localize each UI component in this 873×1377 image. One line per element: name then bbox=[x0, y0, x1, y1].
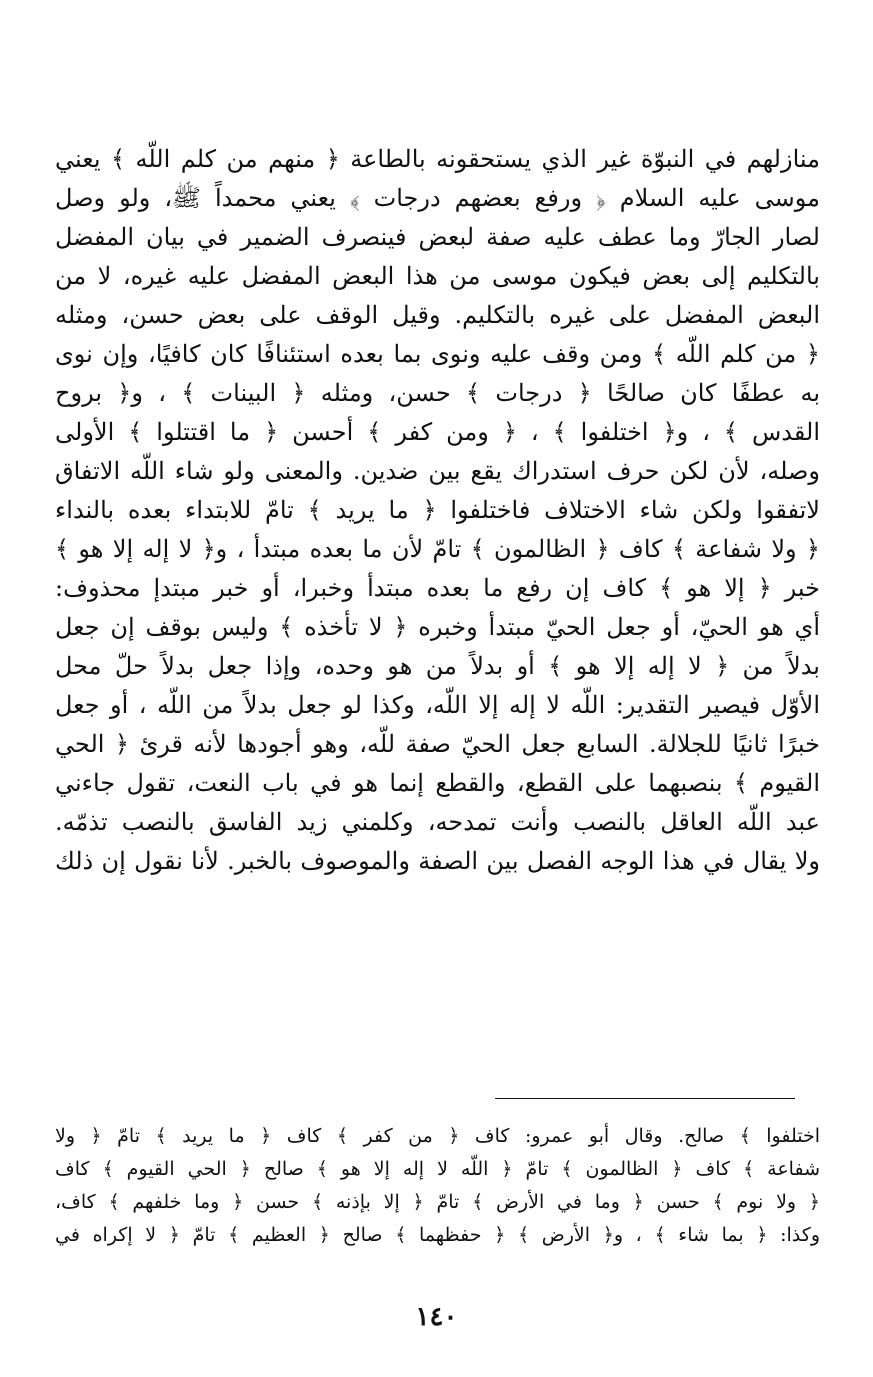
footnote-separator bbox=[495, 1098, 795, 1099]
text-line: القدس ﴾ ، و﴿ اختلفوا ﴾ ، ﴿ ومن كفر ﴾ أحسن ﴿ ما اقتتلوا ﴾ الأولى bbox=[55, 418, 820, 446]
text-line: وصله، لأن لكن حرف استدراك يقع بين ضدين. والمعنى ولو شاء اللّه الاتفاق bbox=[55, 457, 820, 485]
footnote-line: شفاعة ﴾ كاف ﴿ الظالمون ﴾ تامّ ﴿ اللّه لا إله إلا هو ﴾ صالح ﴿ الحي القيوم ﴾ كاف bbox=[55, 1158, 820, 1180]
text-line: خبرًا ثانيًا للجلالة. السابع جعل الحيّ صفة للّه، وهو أجودها لأنه قرئ ﴿ الحي bbox=[55, 730, 820, 758]
text-line: منازلهم في النبوّة غير الذي يستحقونه بالطاعة ﴿ منهم من كلم اللّه ﴾ يعني bbox=[55, 145, 820, 173]
footnote-line: ﴿ ولا نوم ﴾ حسن ﴿ وما في الأرض ﴾ تامّ ﴿ إلا بإذنه ﴾ حسن ﴿ وما خلفهم ﴾ كاف، bbox=[55, 1191, 820, 1213]
text-line: ﴿ ولا شفاعة ﴾ كاف ﴿ الظالمون ﴾ تامّ لأن ما بعده مبتدأ ، و﴿ لا إله إلا هو ﴾ bbox=[55, 535, 820, 563]
text-line: ﴿ من كلم اللّه ﴾ ومن وقف عليه ونوى بما بعده استئنافًا كان كافيًا، وإن نوى bbox=[55, 340, 820, 368]
text-line: الأوّل فيصير التقدير: اللّه لا إله إلا اللّه، وكذا لو جعل بدلاً من اللّه ، أو جعل bbox=[55, 691, 820, 719]
text-line: به عطفًا كان صالحًا ﴿ درجات ﴾ حسن، ومثله ﴿ البينات ﴾ ، و﴿ بروح bbox=[55, 379, 820, 407]
text-line: لصار الجارّ وما عطف عليه صفة لبعض فينصرف الضمير في بيان المفضل bbox=[55, 223, 820, 251]
text-line: موسى عليه السلام ﴿ ورفع بعضهم درجات ﴾ يعني محمداً ﷺ، ولو وصل bbox=[55, 184, 820, 212]
page-number: ١٤٠ bbox=[415, 1302, 458, 1332]
text-line: خبر ﴿ إلا هو ﴾ كاف إن رفع ما بعده مبتدأ وخبرا، أو خبر مبتدإ محذوف: bbox=[55, 574, 820, 602]
footnote-line: اختلفوا ﴾ صالح. وقال أبو عمرو: كاف ﴿ من كفر ﴾ كاف ﴿ ما يريد ﴾ تامّ ﴿ ولا bbox=[55, 1125, 820, 1147]
main-text-block bbox=[55, 140, 820, 881]
text-line: أي هو الحيّ، أو جعل الحيّ مبتدأ وخبره ﴿ لا تأخذه ﴾ وليس بوقف إن جعل bbox=[55, 613, 820, 641]
text-line: عبد اللّه العاقل بالنصب وأنت تمدحه، وكلمني زيد الفاسق بالنصب تذمّه. bbox=[55, 808, 820, 836]
text-line: بدلاً من ﴿ لا إله إلا هو ﴾ أو بدلاً من هو وحده، وإذا جعل بدلاً حلّ محل bbox=[55, 652, 820, 680]
footnote-block bbox=[55, 1120, 820, 1252]
footnote-line: وكذا: ﴿ بما شاء ﴾ ، و﴿ الأرض ﴾ ﴿ حفظهما ﴾ صالح ﴿ العظيم ﴾ تامّ ﴿ لا إكراه في bbox=[55, 1224, 820, 1246]
text-line: ولا يقال في هذا الوجه الفصل بين الصفة والموصوف بالخبر. لأنا نقول إن ذلك bbox=[55, 847, 820, 875]
text-line: القيوم ﴾ بنصبهما على القطع، والقطع إنما هو في باب النعت، تقول جاءني bbox=[55, 769, 820, 797]
text-line: بالتكليم إلى بعض فيكون موسى من هذا البعض المفضل عليه غيره، لا من bbox=[55, 262, 820, 290]
text-line: لاتفقوا ولكن شاء الاختلاف فاختلفوا ﴿ ما يريد ﴾ تامّ للابتداء بعده بالنداء bbox=[55, 496, 820, 524]
text-line: البعض المفضل على غيره بالتكليم. وقيل الوقف على بعض حسن، ومثله bbox=[55, 301, 820, 329]
